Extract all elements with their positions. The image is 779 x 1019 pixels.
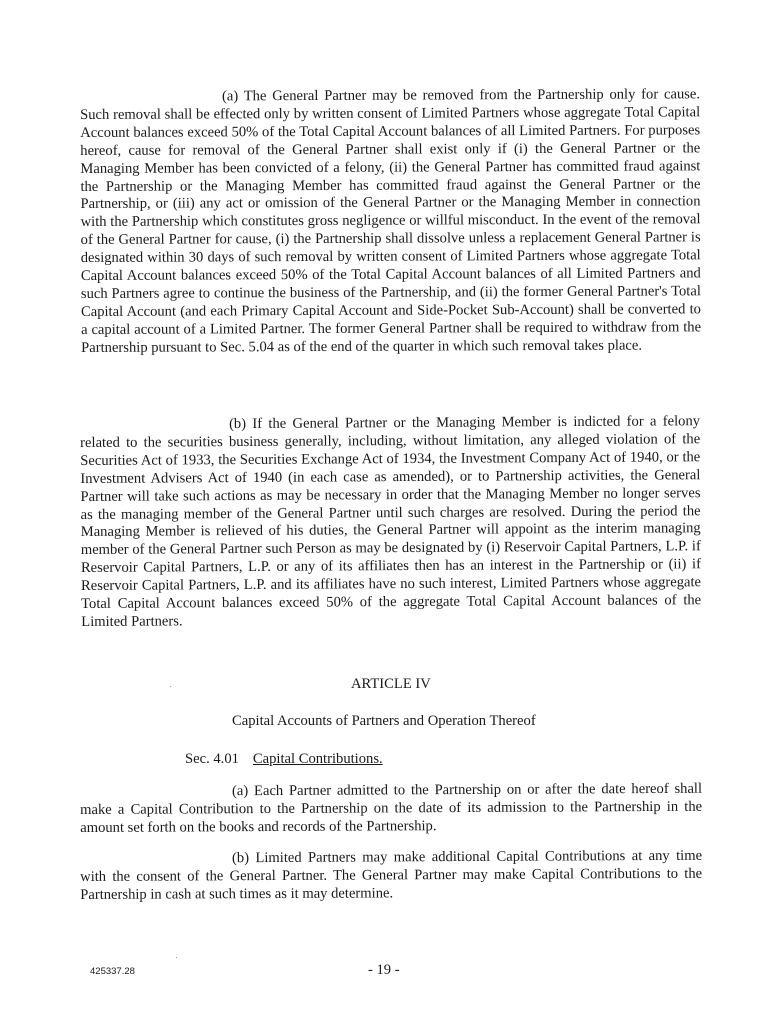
paragraph-removal-for-cause: (a) The General Partner may be removed from the Partnership only for cause. Such removal shall be effected only by written consent of Limited Partners whose aggregate Total Capital Account balances exceed 50% of the Total Capital Account balances of all Limited Partners. For purposes hereof, cause for removal of the General Partner shall exist only if (i) the General Partner or the Managing Member has been convicted of a felony, (ii) the General Partner has committed fraud against the Partnership or the Managing Member has committed fraud against the General Partner or the Partnership, or (iii) any act or omission of the General Partner or the Managing Member in connection with the Partnership which constitutes gross negligence or willful misconduct. In the event of the removal of the General Partner for cause, (i) the Partnership shall dissolve unless a replacement General Partner is designated within 30 days of such removal by written consent of Limited Partners whose aggregate Total Capital Account balances exceed 50% of the Total Capital Account balances of all Limited Partners and such Partners agree to continue the business of the Partnership, and (ii) the former General Partner's Total Capital Account (and each Primary Capital Account and Side-Pocket Sub-Account) shall be converted to a capital account of a Limited Partner. The former General Partner shall be required to withdraw from the Partnership pursuant to Sec. 5.04 as of the end of the quarter in which such removal takes place. bbox=[80, 86, 702, 356]
footer-page-number: - 19 - bbox=[368, 962, 400, 978]
paragraph-capital-contribution-admission: (a) Each Partner admitted to the Partnership on or after the date hereof shall make a Capital Contribution to the Partnership on the date of its admission to the Partnership in the amount set forth on the books and records of the Partnership. bbox=[80, 780, 703, 836]
section-heading bbox=[185, 751, 383, 768]
article-title: Capital Accounts of Partners and Operation Thereof bbox=[232, 713, 536, 729]
paragraph-felony-indictment: (b) If the General Partner or the Managing Member is indicted for a felony related to the securities business generally, including, without limitation, any alleged violation of the Securities Act of 1933, the Securities Exchange Act of 1934, the Investment Company Act of 1940, or the Investment Advisers Act of 1940 (in each case as amended), or to Partnership activities, the General Partner will take such actions as may be necessary in order that the Managing Member no longer serves as the managing member of the General Partner until such charges are resolved. During the period the Managing Member is relieved of his duties, the General Partner will appoint as the interim managing member of the General Partner such Person as may be designated by (i) Reservoir Capital Partners, L.P. if Reservoir Capital Partners, L.P. or any of its affiliates then has an interest in the Partnership or (ii) if Reservoir Capital Partners, L.P. and its affiliates have no such interest, Limited Partners whose aggregate Total Capital Account balances exceed 50% of the aggregate Total Capital Account balances of the Limited Partners. bbox=[80, 413, 702, 630]
section-title: Capital Contributions. bbox=[252, 751, 383, 767]
scan-speck bbox=[176, 957, 177, 958]
scan-speck bbox=[170, 686, 171, 687]
footer-document-id: 425337.28 bbox=[90, 966, 135, 977]
section-number: Sec. 4.01 bbox=[185, 751, 239, 767]
paragraph-additional-contributions: (b) Limited Partners may make additional Capital Contributions at any time with the consent of the General Partner. The General Partner may make Capital Contributions to the Partnership in cash at such times as it may determine. bbox=[80, 847, 703, 903]
article-heading: ARTICLE IV bbox=[351, 676, 431, 692]
